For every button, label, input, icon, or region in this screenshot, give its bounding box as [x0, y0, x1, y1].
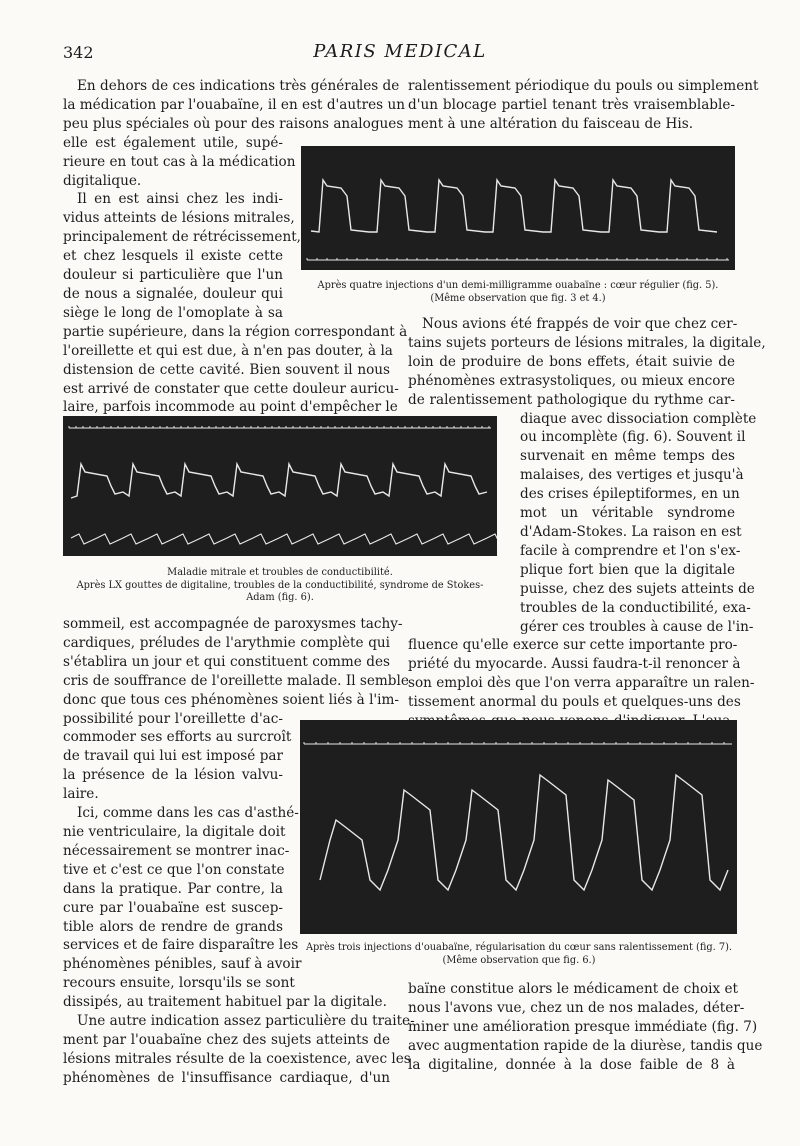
- text-line: principalement de rétrécissement,: [63, 229, 301, 246]
- caption-line: (Même observation que fig. 6.): [442, 954, 596, 966]
- time-marker-line: [69, 426, 491, 428]
- ecg-baseline-trace: [71, 534, 497, 544]
- text-line: ment à une altération du faisceau de His.: [408, 115, 694, 132]
- text-line: ment par l'ouabaïne chez des sujets atteints de: [63, 1031, 390, 1048]
- caption-line: Après quatre injections d'un demi-milligramme ouabaïne : cœur régulier (fig. 5).: [317, 280, 719, 291]
- text-line: tissement anormal du pouls et quelques-uns des: [408, 694, 741, 711]
- text-line: phénomènes de l'insuffisance cardiaque, d'un: [63, 1069, 390, 1086]
- text-line: partie supérieure, dans la région correspondant à: [63, 323, 408, 340]
- ecg-waveform: [320, 775, 728, 890]
- text-line: puisse, chez des sujets atteints de: [520, 580, 755, 597]
- text-line: l'oreillette et qui est due, à n'en pas douter, à la: [63, 342, 393, 359]
- text-line: Ici, comme dans les cas d'asthé-: [77, 805, 299, 822]
- text-line: d'un blocage partiel tenant très vraisemblable-: [408, 96, 735, 113]
- text-line: En dehors de ces indications très générales de: [77, 78, 400, 94]
- text-line: cardiques, préludes de l'arythmie complète qui: [63, 634, 390, 651]
- caption-line: (Même observation que fig. 3 et 4.): [430, 292, 606, 304]
- running-title: PARIS MEDICAL: [313, 41, 487, 62]
- text-line: diaque avec dissociation complète: [520, 410, 757, 427]
- time-marker-line: [307, 258, 729, 260]
- caption-line: Adam (fig. 6).: [246, 592, 314, 604]
- ecg-figure-5: [301, 146, 735, 270]
- text-line: laire, parfois incommode au point d'empêcher le: [63, 399, 398, 416]
- text-line: cris de souffrance de l'oreillette malade. Il semble: [63, 672, 409, 689]
- text-line: digitalique.: [63, 172, 142, 189]
- text-line: recours ensuite, lorsqu'ils se sont: [63, 975, 295, 992]
- text-line: Il en est ainsi chez les indi-: [77, 191, 283, 208]
- text-line: phénomènes pénibles, sauf à avoir: [63, 956, 302, 973]
- ecg-figure-6: [63, 416, 497, 556]
- caption-line: Après trois injections d'ouabaïne, régularisation du cœur sans ralentissement (fig. 7).: [305, 942, 733, 953]
- text-line: loin de produire de bons effets, était suivie de: [408, 353, 735, 370]
- right-column-top-text: [408, 77, 759, 134]
- page-number: 342: [63, 43, 94, 62]
- caption-line: Après LX gouttes de digitaline, troubles de la conductibilité, syndrome de Stokes-: [76, 579, 484, 591]
- text-line: plique fort bien que la digitale: [520, 561, 735, 578]
- text-line: sommeil, est accompagnée de paroxysmes tachy-: [63, 616, 403, 632]
- ecg-waveform: [311, 180, 717, 232]
- text-line: donc que tous ces phénomènes soient liés à l'im-: [63, 691, 399, 708]
- text-line: des crises épileptiformes, en un: [520, 486, 740, 503]
- text-line: Nous avions été frappés de voir que chez cer-: [422, 316, 738, 332]
- text-line: est arrivé de constater que cette douleur auricu-: [63, 380, 399, 397]
- right-column-bottom-text: [408, 980, 763, 1075]
- text-line: peu plus spéciales où pour des raisons analogues: [63, 115, 404, 132]
- text-line: dans la pratique. Par contre, la: [63, 880, 283, 897]
- text-line: miner une amélioration presque immédiate (fig. 7): [408, 1018, 758, 1035]
- text-line: nécessairement se montrer inac-: [63, 842, 290, 859]
- figure-6-caption: [58, 567, 502, 605]
- text-line: possibilité pour l'oreillette d'ac-: [63, 710, 283, 727]
- text-line: gérer ces troubles à cause de l'in-: [520, 618, 754, 635]
- text-line: nie ventriculaire, la digitale doit: [63, 823, 286, 840]
- ecg-trace-fig5: [301, 146, 735, 270]
- text-line: vidus atteints de lésions mitrales,: [63, 210, 295, 227]
- text-line: et chez lesquels il existe cette: [63, 248, 283, 265]
- figure-5-caption: [298, 280, 738, 305]
- text-line: fluence qu'elle exerce sur cette importante pro-: [408, 637, 738, 654]
- text-line: la présence de la lésion valvu-: [63, 767, 283, 784]
- text-line: cure par l'ouabaïne est suscep-: [63, 899, 283, 916]
- text-line: nous l'avons vue, chez un de nos malades, déter-: [408, 999, 745, 1016]
- text-line: tive et c'est ce que l'on constate: [63, 861, 285, 878]
- text-line: s'établira un jour et qui constituent comme des: [63, 653, 390, 670]
- ecg-figure-7: [300, 720, 737, 934]
- text-line: malaises, des vertiges et jusqu'à: [520, 467, 744, 484]
- text-line: services et de faire disparaître les: [63, 937, 299, 954]
- text-line: d'Adam-Stokes. La raison en est: [520, 523, 742, 540]
- text-line: douleur si particulière que l'un: [63, 267, 283, 284]
- text-line: priété du myocarde. Aussi faudra-t-il renoncer à: [408, 656, 741, 673]
- figure-7-caption: [296, 942, 742, 967]
- ecg-waveform: [71, 464, 487, 498]
- text-line: distension de cette cavité. Bien souvent il nous: [63, 361, 390, 378]
- text-line: ralentissement périodique du pouls ou simplement: [408, 78, 759, 94]
- ecg-trace-fig6: [63, 416, 497, 556]
- text-line: avec augmentation rapide de la diurèse, tandis que: [408, 1037, 763, 1054]
- text-line: elle est également utile, supé-: [63, 134, 283, 151]
- text-line: troubles de la conductibilité, exa-: [520, 599, 751, 616]
- text-line: facile à comprendre et l'on s'ex-: [520, 542, 741, 559]
- text-line: baïne constitue alors le médicament de choix et: [408, 981, 738, 997]
- text-line: phénomènes extrasystoliques, ou mieux encore: [408, 372, 735, 389]
- text-line: dissipés, au traitement habituel par la digitale.: [63, 994, 387, 1011]
- text-line: lésions mitrales résulte de la coexistence, avec les: [63, 1050, 411, 1067]
- text-line: la médication par l'ouabaïne, il en est d'autres un: [63, 96, 405, 113]
- ecg-trace-fig7: [300, 720, 737, 934]
- text-line: Une autre indication assez particulière du traite-: [77, 1013, 415, 1030]
- text-line: de nous a signalée, douleur qui: [63, 285, 283, 302]
- text-line: de travail qui lui est imposé par: [63, 748, 283, 765]
- text-line: siège le long de l'omoplate à sa: [63, 304, 283, 321]
- caption-line: Maladie mitrale et troubles de conductibilité.: [167, 567, 393, 578]
- text-line: tible alors de rendre de grands: [63, 918, 283, 935]
- text-line: tains sujets porteurs de lésions mitrales, la digitale,: [408, 334, 766, 351]
- text-line: de ralentissement pathologique du rythme car-: [408, 391, 735, 408]
- text-line: mot un véritable syndrome: [520, 505, 735, 522]
- text-line: ou incomplète (fig. 6). Souvent il: [520, 429, 746, 446]
- text-line: la digitaline, donnée à la dose faible de 8 à: [408, 1056, 735, 1073]
- text-line: survenait en même temps des: [520, 448, 735, 465]
- text-line: commoder ses efforts au surcroît: [63, 729, 292, 746]
- text-line: laire.: [63, 786, 99, 803]
- text-line: rieure en tout cas à la médication: [63, 153, 296, 170]
- time-marker-line: [304, 742, 732, 744]
- text-line: son emploi dès que l'on verra apparaître un ralen-: [408, 675, 755, 692]
